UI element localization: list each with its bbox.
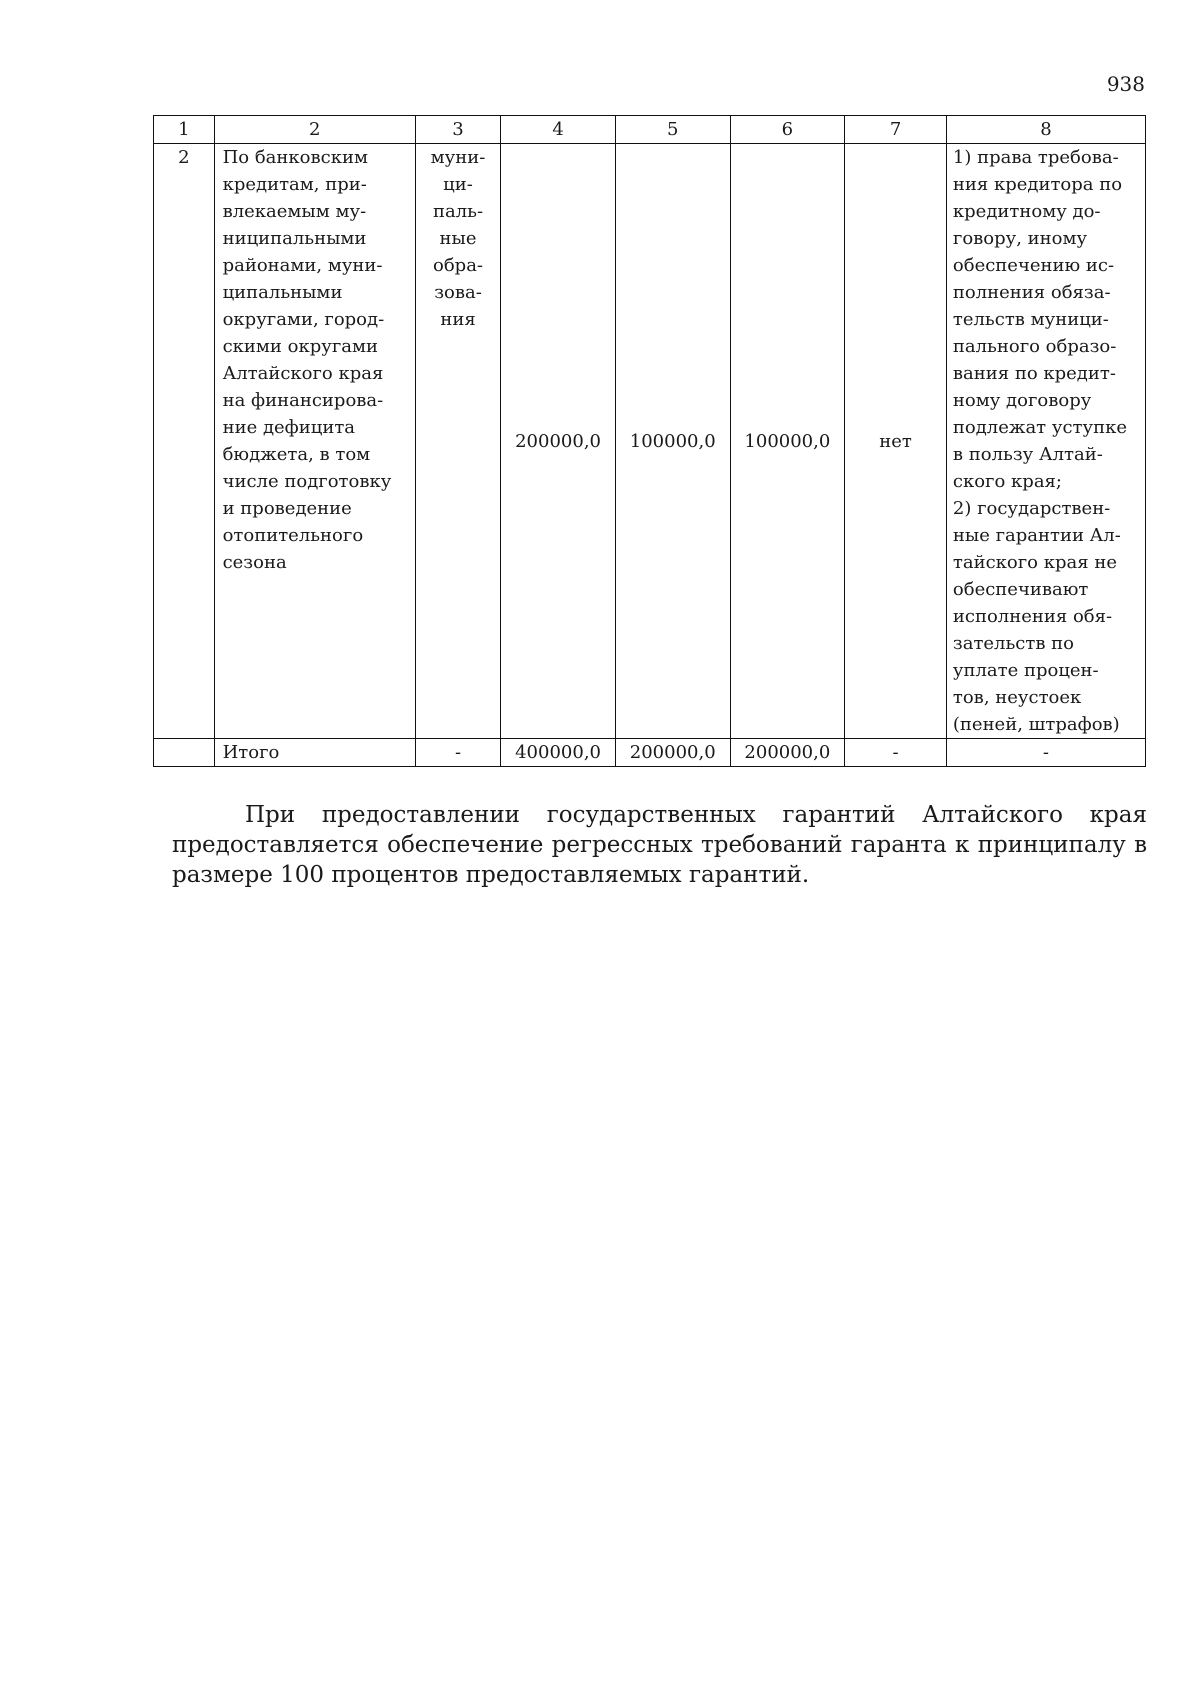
text-line: влекаемым му-: [222, 201, 367, 222]
text-line: сезона: [222, 552, 287, 573]
text-line: на финансирова-: [222, 390, 384, 411]
text-line: числе подготовку: [222, 471, 392, 492]
text-line: ния кредитора по: [952, 174, 1123, 195]
text-line: районами, муни-: [222, 255, 383, 276]
text-line: округами, город-: [222, 309, 385, 330]
text-line: ского края;: [952, 471, 1062, 492]
text-line: исполнения обя-: [952, 606, 1113, 627]
text-line: отопительного: [222, 525, 364, 546]
column-number: 6: [730, 116, 845, 144]
recourse-right-cell: нет: [845, 144, 947, 739]
amount-cell: 100000,0: [615, 144, 730, 739]
column-number: 3: [415, 116, 500, 144]
text-line: тайского края не: [952, 552, 1117, 573]
text-line: бюджета, в том: [222, 444, 371, 465]
total-cell: -: [845, 739, 947, 767]
text-line: ци-: [443, 174, 473, 195]
text-line: тельств муници-: [952, 309, 1109, 330]
text-line: ниципальными: [222, 228, 367, 249]
amount-cell: 100000,0: [730, 144, 845, 739]
text-line: паль-: [432, 201, 484, 222]
page-number: 938: [1106, 72, 1145, 96]
text-line: ципальными: [222, 282, 343, 303]
column-number: 2: [214, 116, 415, 144]
paragraph-line: в размере 100 процентов предоставляемых гарантий.: [172, 832, 1148, 888]
guarantee-purpose-cell: [214, 144, 415, 739]
total-label: Итого: [214, 739, 415, 767]
text-line: зова-: [434, 282, 482, 303]
text-line: 2) государствен-: [952, 498, 1111, 519]
table-row: [154, 144, 1146, 739]
total-amount-cell: 400000,0: [501, 739, 616, 767]
total-amount-cell: 200000,0: [615, 739, 730, 767]
text-line: говору, иному: [952, 228, 1088, 249]
text-line: муни-: [430, 147, 486, 168]
text-line: Алтайского края: [222, 363, 384, 384]
text-line: кредитному до-: [952, 201, 1101, 222]
text-line: подлежат уступке: [952, 417, 1127, 438]
body-paragraph: [172, 800, 1147, 890]
text-line: и проведение: [222, 498, 352, 519]
text-line: (пеней, штрафов): [952, 714, 1120, 735]
text-line: вания по кредит-: [952, 363, 1116, 384]
text-line: обеспечивают: [952, 579, 1089, 600]
text-line: уплате процен-: [952, 660, 1099, 681]
amount-cell: 200000,0: [501, 144, 616, 739]
text-line: скими округами: [222, 336, 378, 357]
text-line: 1) права требова-: [952, 147, 1119, 168]
column-number: 4: [501, 116, 616, 144]
column-number-row: [154, 116, 1146, 144]
column-number: 7: [845, 116, 947, 144]
row-number: 2: [154, 144, 215, 739]
text-line: пального образо-: [952, 336, 1117, 357]
text-line: обра-: [433, 255, 484, 276]
text-line: ные: [439, 228, 477, 249]
total-row: [154, 739, 1146, 767]
principal-category-cell: [415, 144, 500, 739]
text-line: тов, неустоек: [952, 687, 1082, 708]
paragraph-line: предоставляется обеспечение регрессных требований гаранта к принципалу: [172, 832, 1126, 858]
text-line: ния: [440, 309, 476, 330]
text-line: зательств по: [952, 633, 1075, 654]
text-line: ние дефицита: [222, 417, 356, 438]
total-amount-cell: 200000,0: [730, 739, 845, 767]
text-line: кредитам, при-: [222, 174, 367, 195]
column-number: 8: [946, 116, 1145, 144]
terms-cell: [946, 144, 1145, 739]
text-line: ному договору: [952, 390, 1092, 411]
text-line: полнения обяза-: [952, 282, 1111, 303]
column-number: 1: [154, 116, 215, 144]
empty-cell: [154, 739, 215, 767]
text-line: в пользу Алтай-: [952, 444, 1103, 465]
total-cell: -: [415, 739, 500, 767]
text-line: По банковским: [222, 147, 368, 168]
text-line: обеспечению ис-: [952, 255, 1115, 276]
guarantees-table: [153, 115, 1146, 767]
paragraph-line: При предоставлении государственных гарантий Алтайского края: [245, 802, 1147, 828]
total-cell: -: [946, 739, 1145, 767]
text-line: ные гарантии Ал-: [952, 525, 1121, 546]
column-number: 5: [615, 116, 730, 144]
